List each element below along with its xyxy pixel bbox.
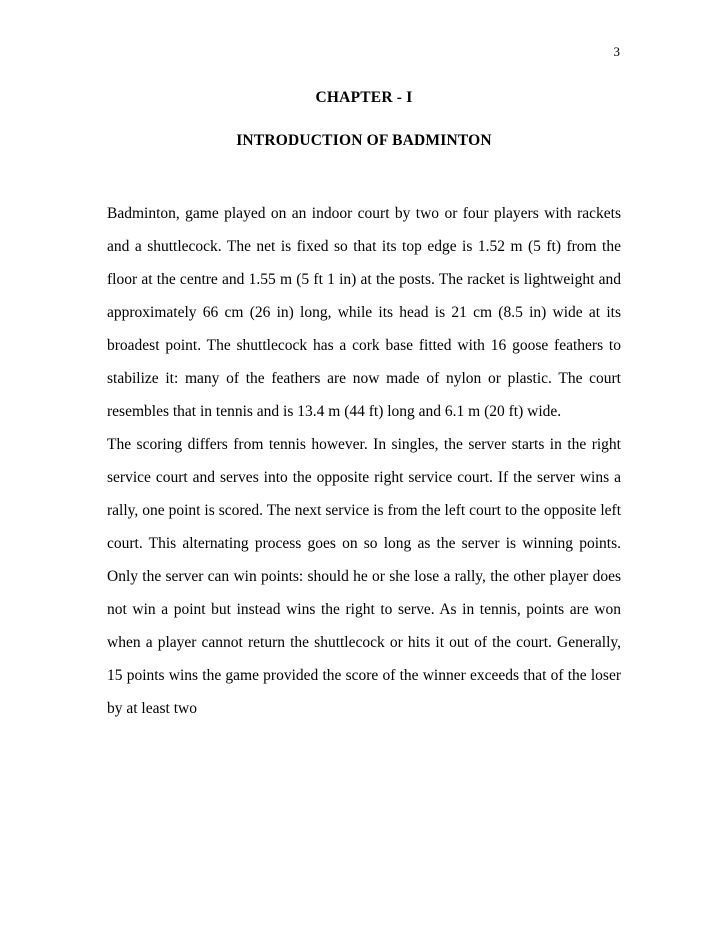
chapter-label: CHAPTER - I — [315, 89, 413, 106]
paragraph-2: The scoring differs from tennis however. In singles, the server starts in the right service court and serves into the opposite right service court. If the server wins a rally, one point is scored. The next service is from the left court to the opposite left court. This alternating process goes on so long as the server is winning points. Only the server can win points: should he or she lose a rally, the other player does not win a point but instead wins the right to serve. As in tennis, points are won when a player cannot return the shuttlecock or hits it out of the court. Generally, 15 points wins the game provided the score of the winner exceeds that of the loser by at least two — [107, 436, 621, 717]
page-number: 3 — [613, 44, 620, 59]
paragraph-1: Badminton, game played on an indoor court by two or four players with rackets and a shuttlecock. The net is fixed so that its top edge is 1.52 m (5 ft) from the floor at the centre and 1.55 m (5 ft 1 in) at the posts. The racket is lightweight and approximately 66 cm (26 in) long, while its head is 21 cm (8.5 in) wide at its broadest point. The shuttlecock has a cork base fitted with 16 goose feathers to stabilize it: many of the feathers are now made of nylon or plastic. The court resembles that in tennis and is 13.4 m (44 ft) long and 6.1 m (20 ft) wide. — [107, 205, 621, 420]
chapter-title: INTRODUCTION OF BADMINTON — [236, 132, 492, 149]
body-text — [107, 197, 621, 725]
